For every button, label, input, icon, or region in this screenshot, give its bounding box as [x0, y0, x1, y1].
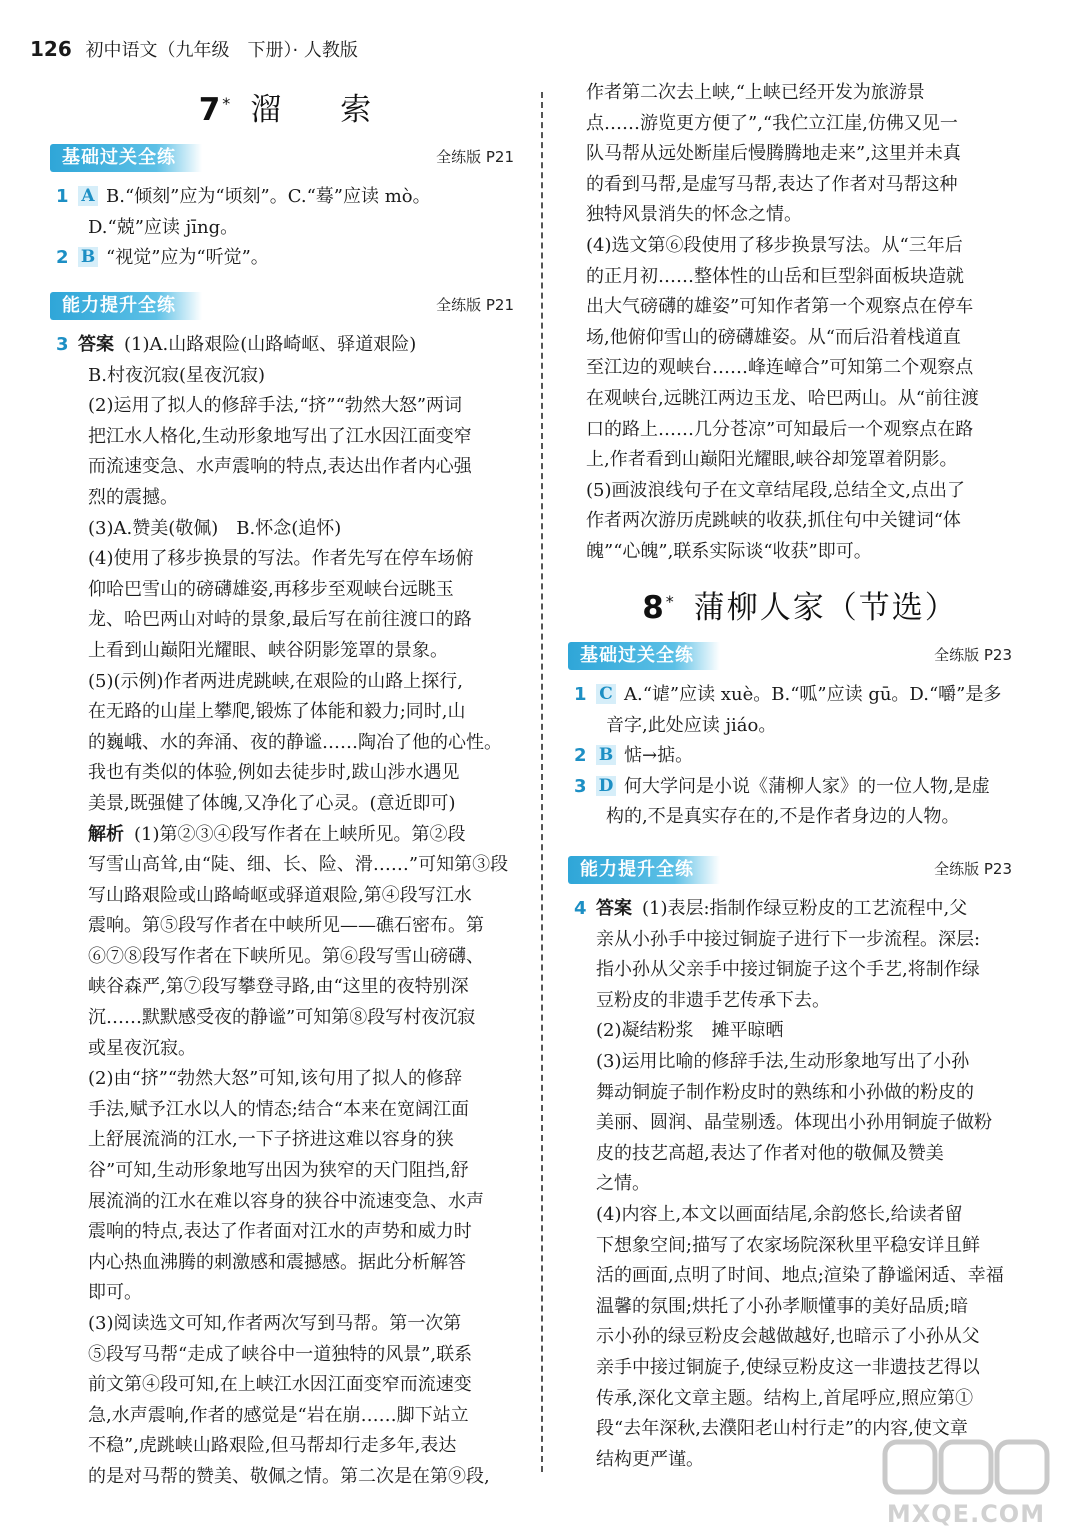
analysis-label: 解析 [88, 823, 124, 845]
lesson8-ability-ref: 全练版 P23 [934, 860, 1012, 878]
text-line: 手法,赋予江水以人的情态;结合“本来在宽阔江面 [88, 1098, 469, 1120]
text-line: 点……游览更方便了”,“我伫立江崖,仿佛又见一 [586, 112, 958, 134]
lesson8-q1-line2: 音字,此处应读 jiáo。 [606, 714, 777, 736]
lesson7-q3-analysis-first [56, 820, 528, 851]
text-line: 亲手中接过铜旋子,使绿豆粉皮这一非遗技艺得以 [596, 1356, 980, 1378]
text-line: 示小孙的绿豆粉皮会越做越好,也暗示了小孙从父 [596, 1326, 980, 1348]
text-line: 魄”“心魄”,联系实际谈“收获”即可。 [586, 540, 872, 562]
lesson8-q4 [574, 894, 1026, 1475]
text-line: (4)选文第⑥段使用了移步换景写法。从“三年后 [586, 234, 963, 256]
text-line: 至江边的观峡台……峰连嶂合”可知第二个观察点 [586, 357, 974, 379]
text-line: 队马帮从远处断崖后慢腾腾地走来”,这里并未真 [586, 143, 961, 165]
lesson7-basic-ref: 全练版 P21 [436, 148, 514, 166]
text-line: 的看到马帮,是虚写马帮,表达了作者对马帮这种 [586, 173, 958, 195]
lesson7-basic-answers [56, 182, 528, 274]
lesson7-name: 溜 索 [250, 92, 386, 128]
text-line: 出大气磅礴的雄姿”可知作者第一个观察点在停车 [586, 296, 974, 318]
answer-label: 答案 [78, 334, 114, 355]
text-line: 豆粉皮的非遗手艺传承下去。 [596, 989, 830, 1011]
lesson7-q3-analysis-lines [56, 850, 528, 1492]
text-line: ⑤段写马帮“走成了峡谷中一道独特的风景”,联系 [88, 1343, 473, 1365]
text-line: 在无路的山崖上攀爬,锻炼了体能和毅力;同时,山 [88, 701, 466, 723]
text-line: 皮的技艺高超,表达了作者对他的敬佩及赞美 [596, 1142, 944, 1164]
lesson7-q3-answer-first [56, 330, 528, 361]
lesson7-q3 [56, 330, 528, 1493]
question-number: 2 [574, 745, 587, 767]
lesson7-ability-ref: 全练版 P21 [436, 296, 514, 314]
text-line: (4)使用了移步换景的写法。作者先写在停车场俯 [88, 548, 474, 570]
lesson8-q2-line1: 惦→掂。 [624, 745, 694, 767]
lesson7-number: 7 [198, 92, 223, 128]
text-line: 的巍峨、水的奔涌、夜的静谧……陶冶了他的心性。 [88, 731, 502, 753]
lesson7-q1-line2: D.“兢”应读 jīng。 [88, 216, 239, 238]
lesson8-q1 [574, 680, 1026, 711]
lesson8-title [574, 582, 1026, 627]
text-line: 温馨的氛围;烘托了小孙孝顺懂事的美好品质;暗 [596, 1295, 969, 1317]
answer-box: C [596, 684, 616, 704]
text-line: 而流速变急、水声震响的特点,表达出作者内心强 [88, 456, 472, 478]
question-number: 3 [574, 775, 587, 797]
text-line: (1)表层:指制作绿豆粉皮的工艺流程中,父 [642, 898, 968, 919]
text-line: 作者第二次去上峡,“上峡已经开发为旅游景 [586, 82, 925, 103]
question-number: 1 [574, 684, 587, 705]
text-line: 前文第④段可知,在上峡江水因江面变窄而流速变 [88, 1374, 472, 1396]
watermark-graphic [881, 1436, 1051, 1506]
lesson7-q2 [56, 243, 528, 274]
text-line: 谷”可知,生动形象地写出因为狭窄的天门阻挡,舒 [88, 1160, 469, 1182]
question-number: 3 [56, 334, 69, 355]
text-line: 段“去年深秋,去濮阳老山村行走”的内容,使文章 [596, 1418, 968, 1440]
text-line: 我也有类似的体验,例如去徒步时,跋山涉水遇见 [88, 762, 460, 784]
lesson7-ability-section: 能力提升全练 [50, 292, 202, 320]
page-header [30, 36, 358, 66]
lesson8-q4-answer-lines [574, 925, 1026, 1476]
watermark-text: MXQE.COM [886, 1500, 1046, 1528]
lesson8-basic-section: 基础过关全练 [568, 642, 720, 670]
text-line: 美丽、圆润、晶莹剔透。体现出小孙用铜旋子做粉 [596, 1112, 992, 1134]
text-line: (4)内容上,本文以画面结尾,余韵悠长,给读者留 [596, 1203, 963, 1225]
column-divider [541, 92, 543, 1472]
answer-box: D [596, 776, 616, 796]
text-line: 传承,深化文章主题。结构上,首尾呼应,照应第① [596, 1387, 974, 1409]
text-line: 的是对马帮的赞美、敬佩之情。第二次是在第⑨段, [88, 1465, 490, 1487]
lesson8-basic-answers [574, 680, 1026, 833]
lesson7-basic-section: 基础过关全练 [50, 144, 202, 172]
text-line: (3)阅读选文可知,作者两次写到马帮。第一次第 [88, 1313, 462, 1334]
text-line: (3)运用比喻的修辞手法,生动形象地写出了小孙 [596, 1050, 970, 1072]
lesson8-name: 蒲柳人家（节选） [693, 590, 958, 626]
answer-box: B [596, 745, 616, 765]
book-title: 初中语文（九年级 下册）· 人教版 [85, 40, 358, 61]
answer-label: 答案 [596, 898, 632, 919]
text-line: 或星夜沉寂。 [88, 1037, 196, 1059]
text-line: 美景,既强健了体魄,又净化了心灵。(意近即可) [88, 792, 456, 814]
text-line: 指小孙从父亲手中接过铜旋子这个手艺,将制作绿 [596, 959, 980, 981]
text-line: B.村夜沉寂(星夜沉寂) [88, 364, 265, 386]
lesson7-title [56, 84, 528, 129]
text-line: 在观峡台,远眺江两边玉龙、哈巴两山。从“前往渡 [586, 387, 979, 409]
lesson8-ability-section: 能力提升全练 [568, 856, 720, 884]
right-continuation [574, 78, 1026, 568]
text-line: (3)A.赞美(敬佩) B.怀念(追怀) [88, 517, 342, 539]
text-line: (5)画波浪线句子在文章结尾段,总结全文,点出了 [586, 479, 965, 501]
text-line: 龙、哈巴两山对峙的景象,最后写在前往渡口的路 [88, 609, 472, 631]
lesson8-q3-line1: 何大学问是小说《蒲柳人家》的一位人物,是虚 [624, 775, 990, 797]
lesson7-q1 [56, 182, 528, 213]
text-line: 上看到山巅阳光耀眼、峡谷阴影笼罩的景象。 [88, 639, 448, 661]
text-line: 口的路上……几分苍凉”可知最后一个观察点在路 [586, 418, 974, 440]
question-number: 4 [574, 898, 587, 919]
answer-box: B [78, 247, 98, 267]
lesson7-star: * [222, 93, 233, 113]
lesson8-q4-answer-first [574, 894, 1026, 925]
text-line: 峡谷森严,第⑦段写攀登寻路,由“这里的夜特别深 [88, 976, 469, 998]
text-line: (5)(示例)作者两进虎跳峡,在艰险的山路上探行, [88, 670, 463, 692]
text-line: 亲从小孙手中接过铜旋子进行下一步流程。深层: [596, 928, 981, 950]
lesson7-q1-line1: B.“倾刻”应为“顷刻”。C.“蓦”应读 mò。 [106, 186, 431, 207]
question-number: 1 [56, 186, 69, 207]
text-line: (1)A.山路艰险(山路崎岖、驿道艰险) [124, 334, 417, 355]
lesson8-number: 8 [642, 590, 666, 626]
text-line: 上舒展流淌的江水,一下子挤进这难以容身的狭 [88, 1129, 454, 1151]
text-line: 展流淌的江水在难以容身的狭谷中流速变急、水声 [88, 1190, 484, 1212]
text-line: (1)第②③④段写作者在上峡所见。第②段 [134, 823, 466, 845]
answer-box: A [78, 186, 98, 206]
text-line: 不稳”,虎跳峡山路艰险,但马帮却行走多年,表达 [88, 1435, 457, 1457]
watermark-logo [881, 1436, 1051, 1528]
text-line: (2)运用了拟人的修辞手法,“挤”“勃然大怒”两词 [88, 395, 463, 417]
lesson7-q2-line1: “视觉”应为“听觉”。 [106, 247, 269, 269]
text-line: 写山路艰险或山路崎岖或驿道艰险,第④段写江水 [88, 884, 472, 906]
lesson7-q3-answer-lines [56, 361, 528, 820]
text-line: 即可。 [88, 1282, 142, 1304]
text-line: 沉……默默感受夜的静谧”可知第⑧段写村夜沉寂 [88, 1007, 476, 1029]
text-line: 仰哈巴雪山的磅礴雄姿,再移步至观峡台远眺玉 [88, 578, 454, 600]
text-line: 之情。 [596, 1173, 650, 1195]
text-line: 震响的特点,表达了作者面对江水的声势和威力时 [88, 1221, 472, 1243]
text-line: ⑥⑦⑧段写作者在下峡所见。第⑥段写雪山磅礴、 [88, 945, 484, 967]
text-line: (2)由“挤”“勃然大怒”可知,该句用了拟人的修辞 [88, 1068, 463, 1090]
text-line: (2)凝结粉浆 摊平晾晒 [596, 1020, 784, 1042]
text-line: 内心热血沸腾的刺激感和震撼感。据此分析解答 [88, 1251, 466, 1273]
lesson8-q3 [574, 772, 1026, 803]
lesson8-q1-line1: A.“谑”应读 xuè。B.“呱”应读 gū。D.“嚼”是多 [624, 684, 1002, 705]
text-line: 写雪山高耸,由“陡、细、长、险、滑……”可知第③段 [88, 854, 509, 876]
text-line: 把江水人格化,生动形象地写出了江水因江面变窄 [88, 425, 472, 447]
page-number: 126 [30, 37, 72, 61]
text-line: 作者两次游历虎跳峡的收获,抓住句中关键词“体 [586, 510, 961, 532]
text-line: 独特风景消失的怀念之情。 [586, 204, 802, 226]
lesson8-q2 [574, 741, 1026, 772]
text-line: 烈的震撼。 [88, 486, 178, 508]
text-line: 活的画面,点明了时间、地点;渲染了静谧闲适、幸福 [596, 1265, 1004, 1287]
lesson8-q3-line2: 构的,不是真实存在的,不是作者身边的人物。 [606, 806, 960, 828]
question-number: 2 [56, 247, 69, 269]
text-line: 震响。第⑤段写作者在中峡所见——礁石密布。第 [88, 915, 484, 937]
lesson8-basic-ref: 全练版 P23 [934, 646, 1012, 664]
text-line: 急,水声震响,作者的感觉是“岩在崩……脚下站立 [88, 1404, 469, 1426]
text-line: 下想象空间;描写了农家场院深秋里平稳安详且鲜 [596, 1234, 981, 1256]
text-line: 上,作者看到山巅阳光耀眼,峡谷却笼罩着阴影。 [586, 449, 958, 471]
text-line: 结构更严谨。 [596, 1448, 704, 1470]
text-line: 的正月初……整体性的山岳和巨型斜面板块造就 [586, 265, 964, 287]
lesson8-star: * [665, 591, 676, 611]
text-line: 场,他俯仰雪山的磅礴雄姿。从“而后沿着栈道直 [586, 326, 961, 348]
text-line: 舞动铜旋子制作粉皮时的熟练和小孙做的粉皮的 [596, 1081, 974, 1103]
